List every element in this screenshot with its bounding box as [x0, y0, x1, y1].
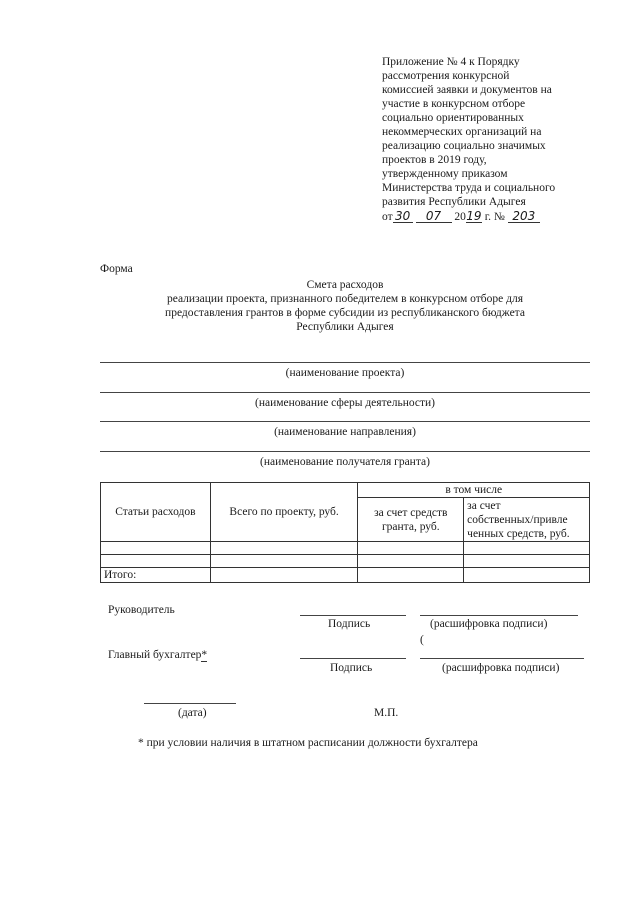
title-line-3: предоставления грантов в форме субсидии из республиканского бюджета — [165, 307, 525, 319]
head-decode-caption: (расшифровка подписи) — [430, 618, 548, 630]
appendix-line: комиссией заявки и документов на — [382, 84, 552, 96]
sphere-caption: (наименование сферы деятельности) — [254, 397, 435, 409]
total-row — [101, 568, 590, 583]
estimate-table — [100, 482, 590, 583]
accountant-sign-line — [300, 658, 406, 659]
appendix-line: Министерства труда и социального — [382, 182, 556, 194]
title-block — [100, 278, 590, 334]
col-header-including: в том числе — [358, 483, 590, 498]
total-label: Итого: — [101, 568, 211, 583]
appendix-line: некоммерческих организаций на — [382, 126, 542, 138]
form-label: Форма — [100, 263, 133, 275]
order-day: 30 — [393, 210, 413, 223]
col-header-own — [464, 498, 590, 542]
table-row — [101, 555, 590, 568]
accountant-decode-line — [420, 658, 584, 659]
accountant-decode-caption: (расшифровка подписи) — [442, 662, 560, 674]
project-line — [100, 362, 590, 363]
accountant-sign-caption: Подпись — [330, 662, 373, 674]
direction-caption: (наименование направления) — [274, 426, 416, 438]
appendix-line: социально ориентированных — [382, 112, 524, 124]
head-decode-line — [420, 615, 578, 616]
order-year-end: г. № — [481, 211, 505, 223]
col-header-grant-line: гранта, руб. — [381, 520, 440, 533]
col-header-own-line: за счет — [467, 499, 501, 512]
sphere-line — [100, 392, 590, 393]
table-cell — [210, 555, 358, 568]
appendix-line: участие в конкурсном отборе — [382, 98, 526, 110]
head-sign-caption: Подпись — [328, 618, 371, 630]
head-sign-line — [300, 615, 406, 616]
appendix-line: проектов в 2019 году, — [382, 154, 487, 166]
table-cell — [101, 542, 211, 555]
recipient-line — [100, 451, 590, 452]
order-year-prefix: 20 — [454, 211, 466, 223]
project-caption: (наименование проекта) — [285, 367, 405, 379]
order-month: 07 — [416, 210, 452, 223]
date-line — [144, 703, 236, 704]
date-caption: (дата) — [178, 707, 207, 719]
accountant-title: Главный бухгалтер — [108, 649, 202, 661]
table-cell — [210, 568, 358, 583]
seal-label: М.П. — [374, 707, 399, 719]
accountant-label — [108, 648, 207, 662]
appendix-block — [382, 55, 612, 224]
paren-mark: ( — [420, 634, 424, 646]
title-line-2: реализации проекта, признанного победителем в конкурсном отборе для — [166, 293, 523, 305]
table-cell — [210, 542, 358, 555]
appendix-line: рассмотрения конкурсной — [382, 70, 510, 82]
table-cell — [464, 568, 590, 583]
col-header-grant-line: за счет средств — [374, 506, 448, 519]
accountant-mark: * — [201, 649, 208, 661]
table-cell — [464, 555, 590, 568]
col-header-grant — [358, 498, 464, 542]
col-header-total: Всего по проекту, руб. — [210, 483, 358, 542]
appendix-line: утвержденному приказом — [382, 168, 508, 180]
order-from: от — [382, 211, 393, 223]
order-number: 203 — [508, 210, 540, 223]
col-header-own-line: собственных/привле — [467, 513, 568, 526]
table-row — [101, 542, 590, 555]
table-cell — [358, 568, 464, 583]
head-label: Руководитель — [108, 604, 175, 616]
order-date-number — [382, 210, 612, 224]
table-cell — [358, 555, 464, 568]
col-header-own-line: ченных средств, руб. — [467, 527, 570, 540]
direction-line — [100, 421, 590, 422]
col-header-items: Статьи расходов — [101, 483, 211, 542]
title-line-4: Республики Адыгея — [296, 321, 394, 333]
appendix-line: Приложение № 4 к Порядку — [382, 56, 520, 68]
recipient-caption: (наименование получателя гранта) — [260, 456, 430, 468]
table-cell — [358, 542, 464, 555]
appendix-line: развития Республики Адыгея — [382, 196, 526, 208]
table-cell — [464, 542, 590, 555]
table-cell — [101, 555, 211, 568]
title-line-1: Смета расходов — [306, 279, 384, 291]
appendix-line: реализацию социально значимых — [382, 140, 546, 152]
footnote: * при условии наличия в штатном расписании должности бухгалтера — [138, 737, 478, 749]
order-year-suffix: 19 — [466, 209, 482, 223]
